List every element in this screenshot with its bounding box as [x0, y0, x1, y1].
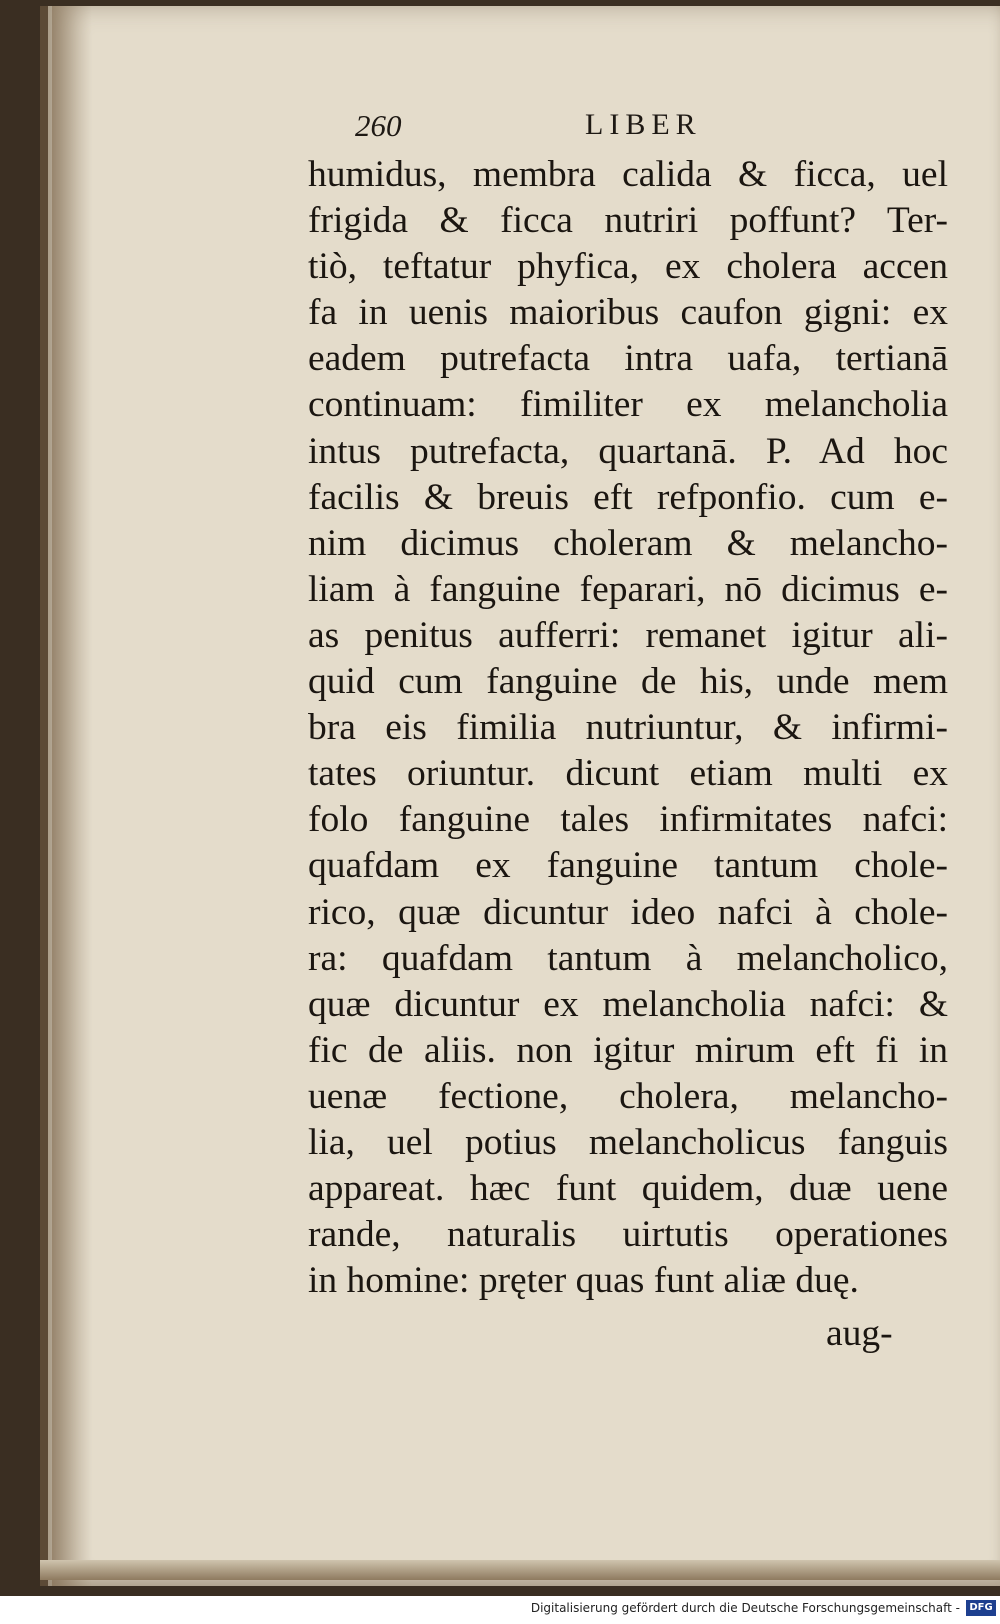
text-line: quæ dicuntur ex melancholia nafci: &: [308, 983, 948, 1025]
text-line: continuam: fimiliter ex melancholia: [308, 384, 948, 426]
page-number: 260: [355, 108, 402, 143]
text-line: quid cum fanguine de his, unde mem: [308, 661, 948, 703]
page-header: [355, 108, 755, 148]
text-line: eadem putrefacta intra uafa, tertianā: [308, 338, 948, 380]
text-line: fic de aliis. non igitur mirum eft fi in: [308, 1029, 948, 1071]
text-line: tates oriuntur. dicunt etiam multi ex: [308, 753, 948, 795]
text-line: as penitus aufferri: remanet igitur ali-: [308, 614, 948, 656]
footer-bar: [0, 1596, 1000, 1624]
text-line: liam à fanguine feparari, nō dicimus e-: [308, 568, 948, 610]
text-line: fa in uenis maioribus caufon gigni: ex: [308, 292, 948, 334]
text-line: humidus, membra calida & ficca, uel: [308, 154, 948, 195]
text-line: appareat. hæc funt quidem, duæ uene: [308, 1168, 948, 1210]
text-line: quafdam ex fanguine tantum chole-: [308, 845, 948, 887]
page-bottom-edge: [40, 1560, 1000, 1580]
text-line: lia, uel potius melancholicus fanguis: [308, 1121, 948, 1163]
catchword: aug-: [826, 1313, 893, 1354]
text-line: bra eis fimilia nutriuntur, & infirmi-: [308, 707, 948, 749]
running-head: LIBER: [585, 108, 702, 141]
text-line: tiò, teftatur phyfica, ex cholera accen: [308, 246, 948, 288]
text-line: ra: quafdam tantum à melancholico,: [308, 937, 948, 979]
funding-credit: Digitalisierung gefördert durch die Deutsche Forschungsgemeinschaft -: [530, 1601, 960, 1615]
text-line: rande, naturalis uirtutis operationes: [308, 1214, 948, 1256]
page-gutter-shadow: [52, 6, 92, 1586]
text-line: intus putrefacta, quartanā. P. Ad hoc: [308, 430, 948, 472]
text-line: facilis & breuis eft refponfio. cum e-: [308, 476, 948, 518]
text-line: in homine: pręter quas funt aliæ duę.: [308, 1260, 859, 1302]
text-line: nim dicimus choleram & melancho-: [308, 522, 948, 564]
text-line: frigida & ficca nutriri poffunt? Ter-: [308, 200, 948, 242]
text-line: uenæ fectione, cholera, melancho-: [308, 1075, 948, 1117]
text-line: folo fanguine tales infirmitates nafci:: [308, 799, 948, 841]
text-line: rico, quæ dicuntur ideo nafci à chole-: [308, 891, 948, 933]
dfg-logo: DFG: [966, 1600, 996, 1616]
body-text: [308, 152, 948, 1304]
